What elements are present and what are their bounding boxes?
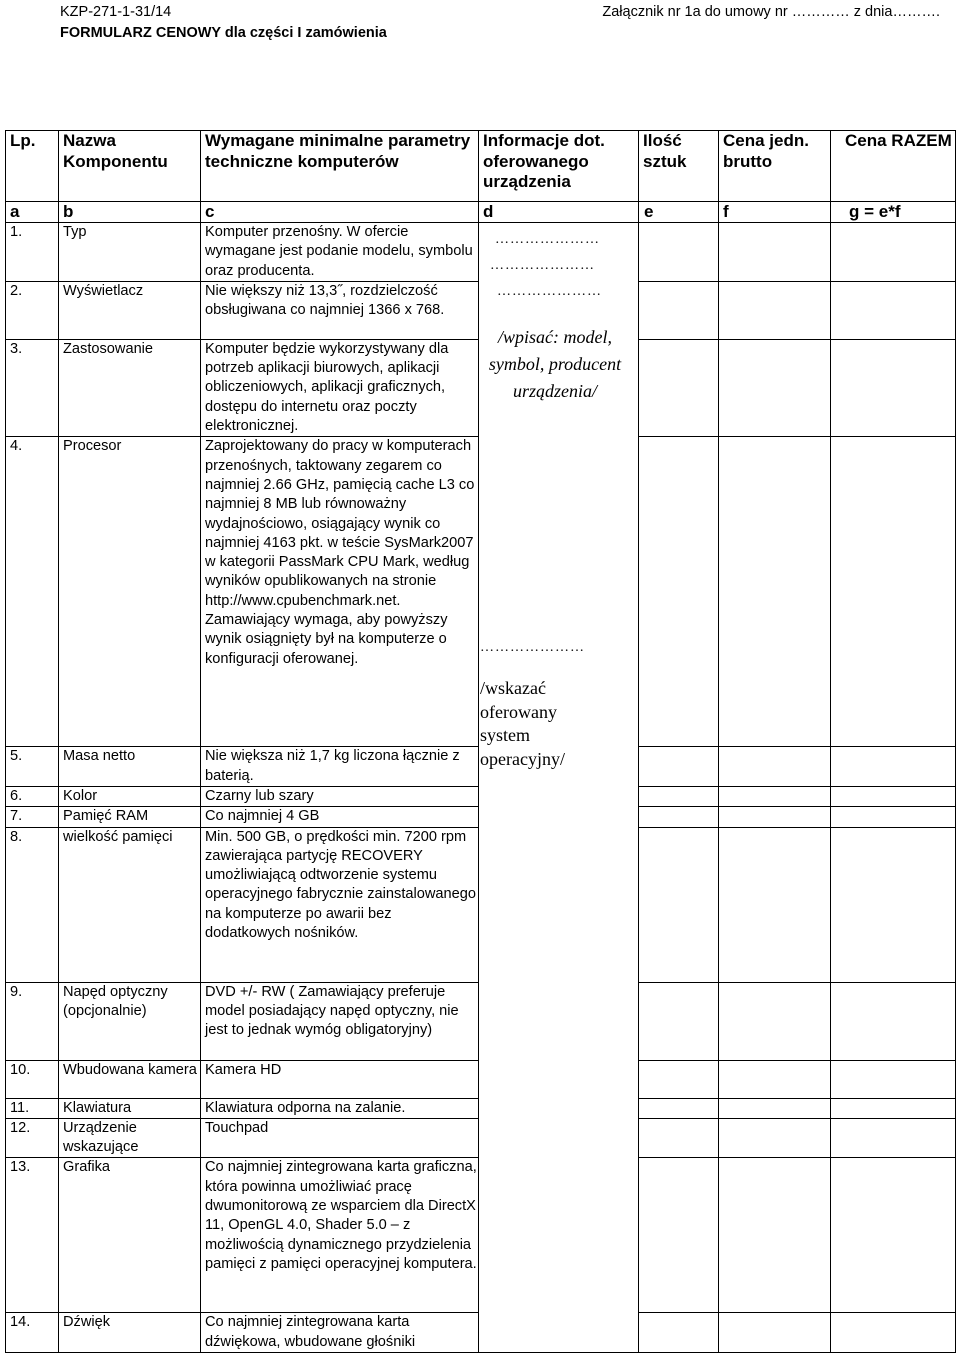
table-row — [6, 827, 956, 982]
letter-e: e — [639, 202, 719, 223]
row-component-name: Wbudowana kamera — [59, 1060, 201, 1098]
row-component-name: Urządzenie wskazujące — [59, 1118, 201, 1158]
row-total-cell — [831, 437, 956, 747]
row-requirement: Komputer przenośny. W ofercie wymagane jest podanie modelu, symbolu oraz producenta. — [201, 223, 479, 282]
row-component-name: Masa netto — [59, 747, 201, 787]
row-number: 3. — [6, 339, 59, 436]
row-info-cell — [479, 1158, 639, 1313]
row-quantity-cell — [639, 1060, 719, 1098]
row-total-cell — [831, 1098, 956, 1118]
row-component-name: Dźwięk — [59, 1313, 201, 1353]
row-requirement: Zaprojektowany do pracy w komputerach przenośnych, taktowany zegarem co najmniej 2.66 GHz, pamięcią cache L3 co najmniej 8 MB lub równoważny wydajnościowo, osiągający wynik co najmniej 4163 pkt. w teście SysMark2007 w kategorii PassMark CPU Mark, według wyników opublikowanych na stronie http://www.cpubenchmark.net. Zamawiający wymaga, aby powyższy wynik osiągnięty był na komputerze o konfiguracji oferowanej. — [201, 437, 479, 747]
row-component-name: Grafika — [59, 1158, 201, 1313]
row-requirement: Co najmniej 4 GB — [201, 807, 479, 827]
row-unit-price-cell — [719, 1060, 831, 1098]
document-header — [60, 2, 940, 44]
row-unit-price-cell — [719, 1098, 831, 1118]
row-quantity-cell — [639, 747, 719, 787]
row-number: 13. — [6, 1158, 59, 1313]
row-component-name: wielkość pamięci — [59, 827, 201, 982]
model-dots-2: ………………… — [490, 258, 595, 273]
model-dots-1: ………………… — [495, 232, 600, 247]
row-info-cell — [479, 786, 639, 806]
row-component-name: Klawiatura — [59, 1098, 201, 1118]
row-info-cell — [479, 982, 639, 1060]
row-component-name: Napęd optyczny (opcjonalnie) — [59, 982, 201, 1060]
row-info-cell — [479, 1118, 639, 1158]
model-dots-3: ………………… — [497, 284, 602, 299]
letter-a: a — [6, 202, 59, 223]
row-quantity-cell — [639, 437, 719, 747]
row-unit-price-cell — [719, 1158, 831, 1313]
row-number: 7. — [6, 807, 59, 827]
row-total-cell — [831, 223, 956, 282]
row-total-cell — [831, 339, 956, 436]
row-quantity-cell — [639, 339, 719, 436]
table-row — [6, 1060, 956, 1098]
table-row — [6, 1158, 956, 1313]
row-quantity-cell — [639, 807, 719, 827]
row-info-cell — [479, 807, 639, 827]
letter-b: b — [59, 202, 201, 223]
row-number: 10. — [6, 1060, 59, 1098]
row-unit-price-cell — [719, 982, 831, 1060]
row-component-name: Procesor — [59, 437, 201, 747]
letter-c: c — [201, 202, 479, 223]
row-requirement: Touchpad — [201, 1118, 479, 1158]
row-requirement: Co najmniej zintegrowana karta graficzna, która powinna umożliwiać pracę dwumonitorową ze wsparciem dla DirectX 11, OpenGL 4.0, Shader 5.0 – z możliwością dynamicznego przydzielenia pamięci z pamięci operacyjnej komputera. — [201, 1158, 479, 1313]
table-row — [6, 223, 956, 282]
col-ilosc: Ilość sztuk — [639, 131, 719, 202]
row-requirement: Nie większy niż 13,3˝, rozdzielczość obsługiwana co najmniej 1366 x 768. — [201, 281, 479, 339]
row-requirement: Klawiatura odporna na zalanie. — [201, 1098, 479, 1118]
row-requirement: Min. 500 GB, o prędkości min. 7200 rpm zawierająca partycję RECOVERY umożliwiającą odtworzenie systemu operacyjnego fabrycznie zainstalowanego na komputerze po awarii bez dodatkowych nośników. — [201, 827, 479, 982]
row-total-cell — [831, 1118, 956, 1158]
col-info: Informacje dot. oferowanego urządzenia — [479, 131, 639, 202]
row-quantity-cell — [639, 223, 719, 282]
row-info-cell — [479, 1313, 639, 1353]
row-unit-price-cell — [719, 281, 831, 339]
os-dots: ………………… — [480, 640, 585, 655]
model-hint: /wpisać: model, symbol, producent urządzenia/ — [488, 327, 622, 401]
row-unit-price-cell — [719, 827, 831, 982]
col-nazwa: Nazwa Komponentu — [59, 131, 201, 202]
row-quantity-cell — [639, 1098, 719, 1118]
row-unit-price-cell — [719, 437, 831, 747]
row-unit-price-cell — [719, 223, 831, 282]
row-number: 1. — [6, 223, 59, 282]
row-component-name: Kolor — [59, 786, 201, 806]
table-row — [6, 807, 956, 827]
col-wymagane: Wymagane minimalne parametry techniczne komputerów — [201, 131, 479, 202]
row-component-name: Pamięć RAM — [59, 807, 201, 827]
os-hint: /wskazać oferowany system operacyjny/ — [480, 678, 565, 769]
row-unit-price-cell — [719, 1313, 831, 1353]
row-info-cell — [479, 1098, 639, 1118]
row-component-name: Wyświetlacz — [59, 281, 201, 339]
row-requirement: Kamera HD — [201, 1060, 479, 1098]
table-row — [6, 1118, 956, 1158]
table-row — [6, 1098, 956, 1118]
table-row — [6, 1313, 956, 1353]
row-number: 12. — [6, 1118, 59, 1158]
letter-g: g = e*f — [831, 202, 956, 223]
row-quantity-cell — [639, 827, 719, 982]
row-unit-price-cell — [719, 807, 831, 827]
row-total-cell — [831, 1313, 956, 1353]
row-number: 8. — [6, 827, 59, 982]
letter-f: f — [719, 202, 831, 223]
table-row — [6, 982, 956, 1060]
row-number: 4. — [6, 437, 59, 747]
document-reference: KZP-271-1-31/14 — [60, 4, 172, 20]
row-quantity-cell — [639, 281, 719, 339]
row-unit-price-cell — [719, 786, 831, 806]
letter-d: d — [479, 202, 639, 223]
row-requirement: Czarny lub szary — [201, 786, 479, 806]
row-info-cell — [479, 827, 639, 982]
row-requirement: DVD +/- RW ( Zamawiający preferuje model posiadający napęd optyczny, nie jest to jednak wymóg obligatoryjny) — [201, 982, 479, 1060]
table-row — [6, 786, 956, 806]
col-cena: Cena jedn. brutto — [719, 131, 831, 202]
row-component-name: Typ — [59, 223, 201, 282]
row-total-cell — [831, 747, 956, 787]
row-number: 2. — [6, 281, 59, 339]
row-total-cell — [831, 1158, 956, 1313]
table-header-row — [6, 131, 956, 202]
col-lp: Lp. — [6, 131, 59, 202]
row-unit-price-cell — [719, 1118, 831, 1158]
row-requirement: Co najmniej zintegrowana karta dźwiękowa, wbudowane głośniki — [201, 1313, 479, 1353]
row-quantity-cell — [639, 982, 719, 1060]
letters-row — [6, 202, 956, 223]
row-quantity-cell — [639, 786, 719, 806]
row-number: 6. — [6, 786, 59, 806]
row-unit-price-cell — [719, 747, 831, 787]
row-total-cell — [831, 281, 956, 339]
row-number: 9. — [6, 982, 59, 1060]
table-row — [6, 339, 956, 436]
annex-line: Załącznik nr 1a do umowy nr ………… z dnia………. — [602, 4, 940, 20]
row-component-name: Zastosowanie — [59, 339, 201, 436]
row-unit-price-cell — [719, 339, 831, 436]
row-info-cell — [479, 1060, 639, 1098]
form-title: FORMULARZ CENOWY dla części I zamówienia — [60, 25, 387, 41]
row-total-cell — [831, 982, 956, 1060]
row-number: 5. — [6, 747, 59, 787]
row-requirement: Nie większa niż 1,7 kg liczona łącznie z baterią. — [201, 747, 479, 787]
table-row — [6, 281, 956, 339]
row-total-cell — [831, 807, 956, 827]
row-total-cell — [831, 1060, 956, 1098]
row-quantity-cell — [639, 1158, 719, 1313]
row-number: 11. — [6, 1098, 59, 1118]
row-quantity-cell — [639, 1118, 719, 1158]
col-razem: Cena RAZEM — [831, 131, 956, 202]
row-total-cell — [831, 786, 956, 806]
row-number: 14. — [6, 1313, 59, 1353]
row-requirement: Komputer będzie wykorzystywany dla potrzeb aplikacji biurowych, aplikacji obliczeniowych, aplikacji graficznych, dostępu do internetu oraz poczty elektronicznej. — [201, 339, 479, 436]
row-total-cell — [831, 827, 956, 982]
row-quantity-cell — [639, 1313, 719, 1353]
